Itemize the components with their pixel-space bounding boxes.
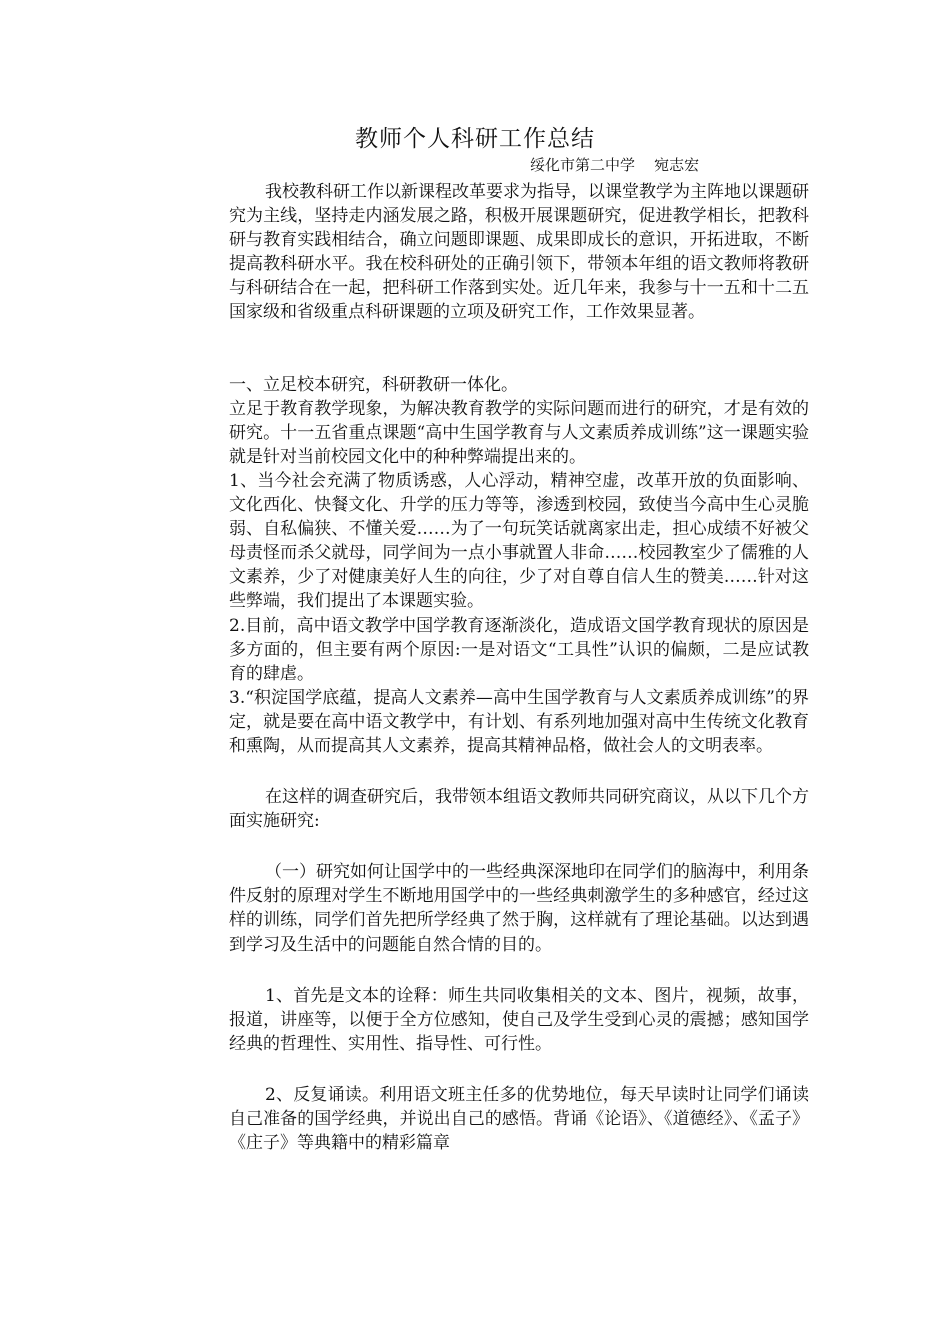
section-paragraph: 立足于教育教学现象，为解决教育教学的实际问题而进行的研究，才是有效的研究。十一五省重点课题“高中生国学教育与人文素质养成训练”这一课题实验就是针对当前校园文化中的种种弊端提出来的。 <box>229 398 809 467</box>
subsection-paragraph: （一）研究如何让国学中的一些经典深深地印在同学们的脑海中，利用条件反射的原理对学生不断地用国学中的一些经典刺激学生的多种感官，经过这样的训练，同学们首先把所学经典了然于胸，这样就有了理论基础。以达到遇到学习及生活中的问题能自然合情的目的。 <box>229 862 809 955</box>
transition-paragraph: 在这样的调查研究后，我带领本组语文教师共同研究商议，从以下几个方面实施研究: <box>229 787 809 832</box>
point-paragraph-2: 2、反复诵读。利用语文班主任多的优势地位，每天早读时让同学们诵读自己准备的国学经典，并说出自己的感悟。背诵《论语》、《道德经》、《孟子》《庄子》等典籍中的精彩篇章 <box>229 1084 809 1154</box>
document-body <box>229 180 809 1155</box>
numbered-item-3: 3.“积淀国学底蕴，提高人文素养—高中生国学教育与人文素质养成训练”的界定，就是要在高中语文教学中，有计划、有系列地加强对高中生传统文化教育和熏陶，从而提高其人文素养，提高其精神品格，做社会人的文明表率。 <box>229 687 809 756</box>
point-paragraph-1: 1、首先是文本的诠释：师生共同收集相关的文本、图片，视频，故事，报道，讲座等，以便于全方位感知，使自己及学生受到心灵的震撼；感知国学经典的哲理性、实用性、指导性、可行性。 <box>229 985 809 1054</box>
author-byline: 绥化市第二中学 宛志宏 <box>530 156 700 174</box>
section-heading: 一、立足校本研究，科研教研一体化。 <box>229 374 518 395</box>
document-title: 教师个人科研工作总结 <box>355 126 595 152</box>
intro-paragraph: 我校教科研工作以新课程改革要求为指导，以课堂教学为主阵地以课题研究为主线，坚持走内涵发展之路，积极开展课题研究，促进教学相长，把教科研与教育实践相结合，确立问题即课题、成果即成长的意识，开拓进取，不断提高教科研水平。我在校科研处的正确引领下，带领本年组的语文教师将教研与科研结合在一起，把科研工作落到实处。近几年来，我参与十一五和十二五国家级和省级重点科研课题的立项及研究工作，工作效果显著。 <box>229 182 809 323</box>
numbered-item-2: 2.目前，高中语文教学中国学教育逐渐淡化，造成语文国学教育现状的原因是多方面的，但主要有两个原因:一是对语文“工具性”认识的偏颇，二是应试教育的肆虐。 <box>229 615 809 684</box>
numbered-item-1: 1、当今社会充满了物质诱惑，人心浮动，精神空虚，改革开放的负面影响、文化西化、快餐文化、升学的压力等等，渗透到校园，致使当今高中生心灵脆弱、自私偏狭、不懂关爱……为了一句玩笑话就离家出走，担心成绩不好被父母责怪而杀父就母，同学间为一点小事就置人非命……校园教室少了儒雅的人文素养，少了对健康美好人生的向往，少了对自尊自信人生的赞美……针对这些弊端，我们提出了本课题实验。 <box>229 470 809 612</box>
